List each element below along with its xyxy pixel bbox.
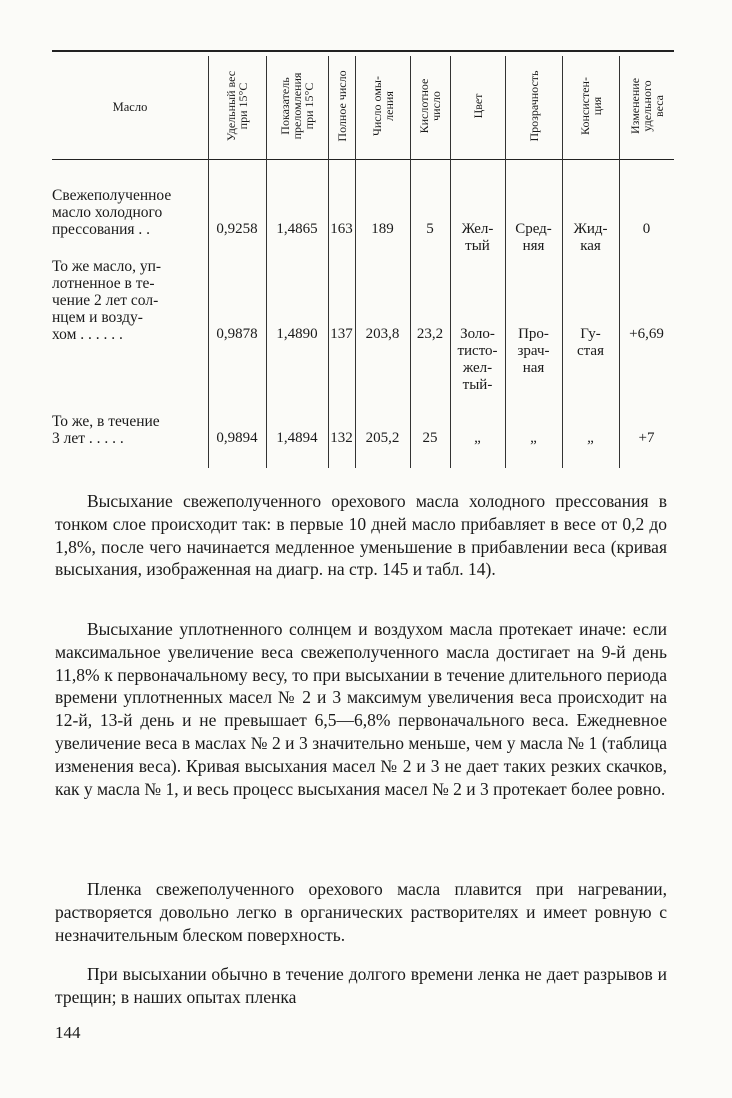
header-specific-weight: Удельный вес при 15°С <box>224 70 250 142</box>
table-row-1-weight-change: 0 <box>642 221 651 237</box>
body-text <box>55 490 667 581</box>
table-row-3-weight-change: +7 <box>638 430 655 446</box>
header-saponification-number: Число омы- ления <box>369 76 396 136</box>
table-row-3-full-number: 132 <box>330 430 353 446</box>
table-row-2-specific-weight: 0,9878 <box>216 326 258 342</box>
header-weight-change: Изменение удельного веса <box>627 77 666 135</box>
paragraph-3: Пленка свежеполученного орехового масла плавится при нагревании, растворяется довольно легко в органических растворителях и имеет ровную с незначительным блеском поверхность. <box>55 879 667 945</box>
table-row-3-transparency: „ <box>530 430 537 446</box>
paragraph-4: При высыхании обычно в течение долгого времени ленка не дает разрывов и трещин; в наших опытах пленка <box>55 964 667 1007</box>
table-row-1-acid-number: 5 <box>426 221 434 237</box>
header-oil: Масло <box>112 100 148 114</box>
paragraph-1: Высыхание свежеполученного орехового масла холодного прессования в тонком слое происходит так: в первые 10 дней масло прибавляет в весе от 0,2 до 1,8%, после чего начинается медленное уменьшение в прибавлении веса (кривая высыхания, изображенная на диагр. на стр. 145 и табл. 14). <box>55 491 667 580</box>
table-row-1-specific-weight: 0,9258 <box>216 221 258 237</box>
table-row-3-consistency: „ <box>587 430 594 446</box>
table-row-3-oil: То же, в течение 3 лет . . . . . <box>52 413 160 447</box>
table-top-rule <box>52 50 674 52</box>
header-color: Цвет <box>470 93 485 119</box>
table-row-3-refractive-index: 1,4894 <box>276 430 318 446</box>
table-row-3-acid-number: 25 <box>422 430 438 446</box>
paragraph-2: Высыхание уплотненного солнцем и воздухом масла протекает иначе: если максимальное увеличение веса свежеполученного масла достигает на 9-й день 11,8% к первоначальному весу, то при высыхании в течение длительного периода времени уплотненных масел № 2 и 3 максимум увеличения веса происходит на 12-й, 13-й день и не превышает 6,5—6,8% первоначального веса. Ежедневное увеличение веса в маслах № 2 и 3 значительно меньше, чем у масла № 1 (таблица изменения веса). Кривая высыхания масел № 2 и 3 не дает таких резких скачков, как у масла № 1, и весь процесс высыхания масел № 2 и 3 протекает более ровно. <box>55 619 667 799</box>
table-row-1-full-number: 163 <box>330 221 353 237</box>
table-row-2-oil: То же масло, уп- лотненное в те- чение 2 лет сол- нцем и возду- хом . . . . . . <box>52 258 162 343</box>
table-row-3-specific-weight: 0,9894 <box>216 430 258 446</box>
table-row-2-color: Золо- тисто- жел- тый- <box>457 326 498 393</box>
header-full-number: Полное число <box>334 70 349 142</box>
header-consistency: Консистен- ция <box>577 77 604 135</box>
table-row-1-refractive-index: 1,4865 <box>276 221 318 237</box>
body-text <box>55 878 667 946</box>
table-row-2-consistency: Гу- стая <box>577 326 604 359</box>
table-row-1-transparency: Сред- няя <box>515 221 552 254</box>
header-refractive-index: Показатель преломления при 15°С <box>278 72 316 140</box>
table-row-3-color: „ <box>474 430 481 446</box>
table-row-2-refractive-index: 1,4890 <box>276 326 318 342</box>
body-text <box>55 618 667 800</box>
header-transparency: Прозрачность <box>526 70 541 142</box>
table-row-2-full-number: 137 <box>330 326 353 342</box>
page-number: 144 <box>55 1023 81 1042</box>
header-acid-number: Кислотное число <box>417 78 443 134</box>
table-row-2-transparency: Про- зрач- ная <box>517 326 550 376</box>
table-row-1-oil: Свежеполученное масло холодного прессования . . <box>52 187 172 238</box>
table-row-2-acid-number: 23,2 <box>416 326 444 342</box>
table-header-rule <box>52 159 674 160</box>
table-row-3-saponification: 205,2 <box>365 430 400 446</box>
table-row-1-consistency: Жид- кая <box>573 221 608 254</box>
table-row-2-saponification: 203,8 <box>365 326 400 342</box>
table-row-2-weight-change: +6,69 <box>629 326 664 342</box>
table-row-1-color: Жел- тый <box>461 221 494 254</box>
oil-properties-table <box>52 50 674 470</box>
body-text <box>55 963 667 1009</box>
table-row-1-saponification: 189 <box>371 221 394 237</box>
